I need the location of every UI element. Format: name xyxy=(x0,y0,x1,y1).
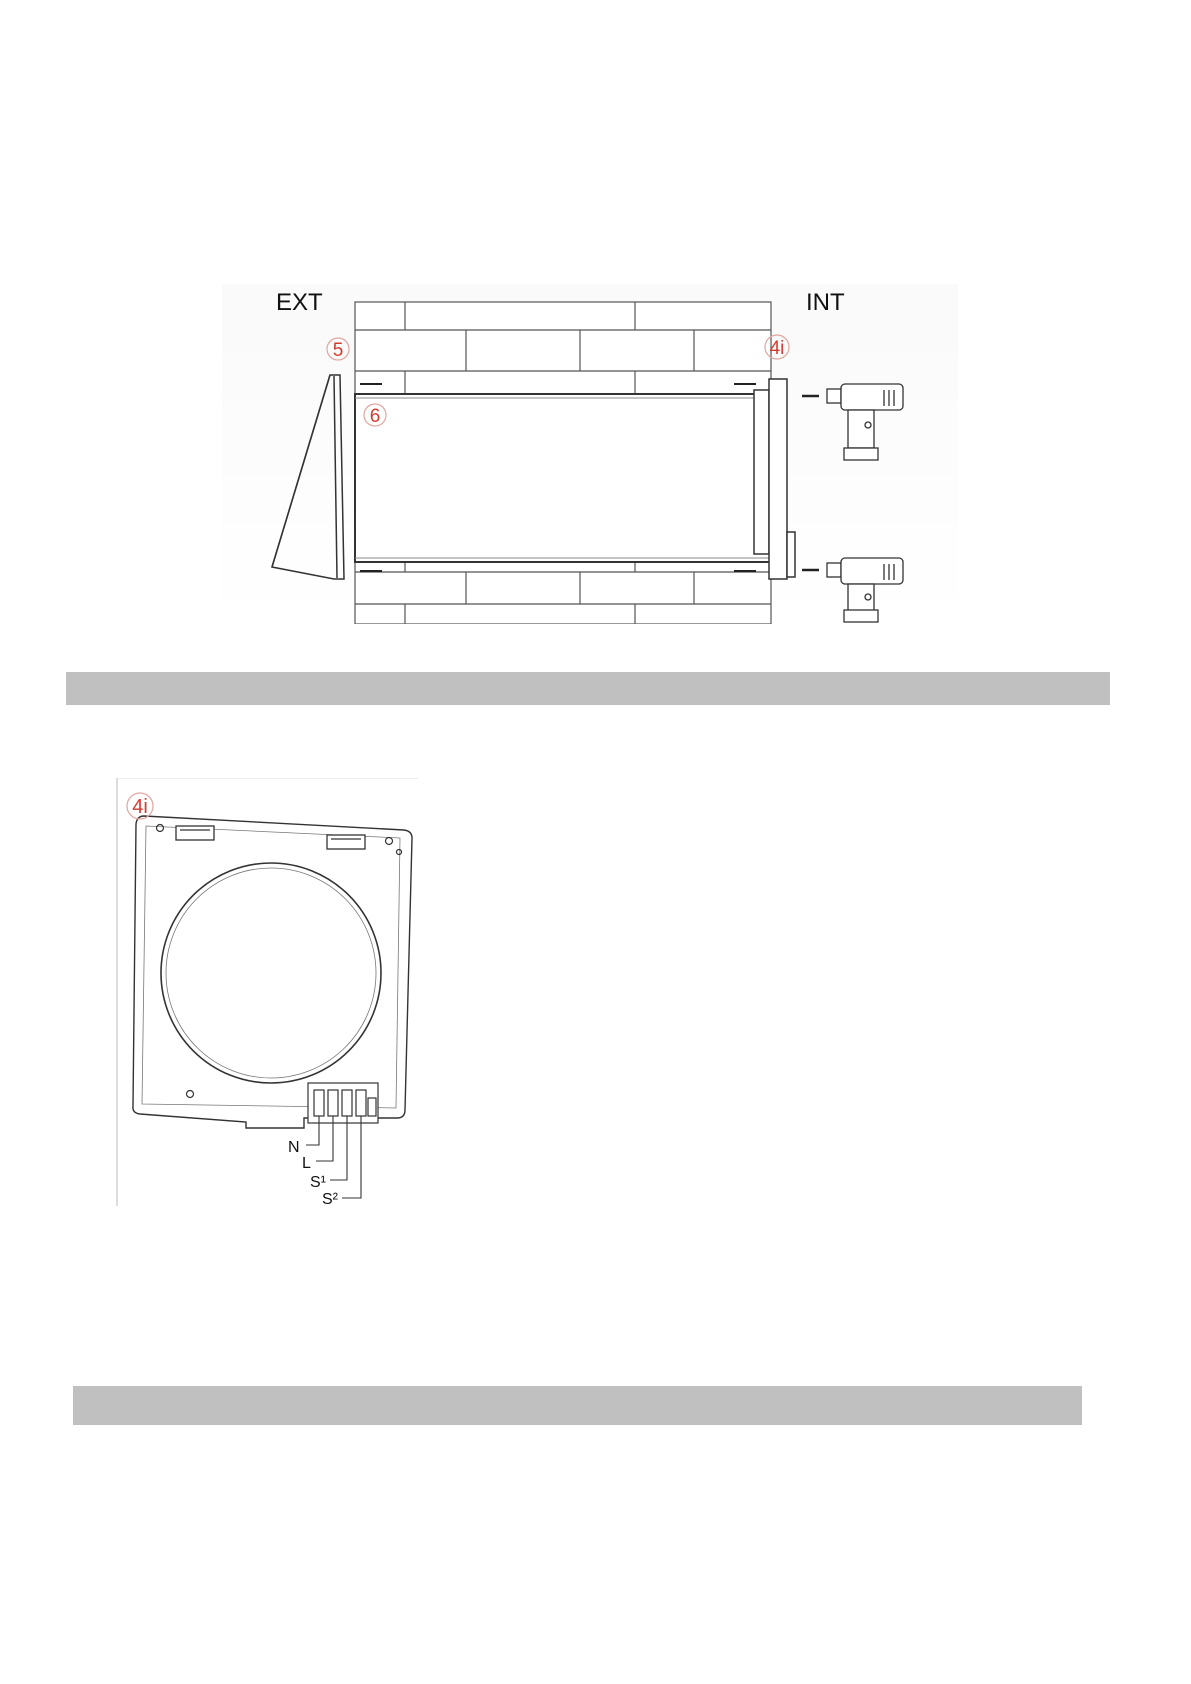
callout-5-label: 5 xyxy=(332,340,344,361)
callout-4i-label: 4i xyxy=(132,796,148,818)
terminal-label-n: N xyxy=(288,1139,300,1156)
ext-label: EXT xyxy=(276,289,323,316)
callout-4i xyxy=(127,793,153,819)
int-label: INT xyxy=(806,289,845,316)
section-header-bar xyxy=(66,672,1110,705)
terminal-label-s1: S¹ xyxy=(310,1174,326,1191)
terminal-label-s2: S² xyxy=(322,1191,338,1206)
callout-4i-label: 4i xyxy=(769,338,785,359)
terminal-label-l: L xyxy=(302,1155,311,1172)
wall-duct xyxy=(355,394,771,562)
fan-opening xyxy=(161,863,381,1083)
callout-6-label: 6 xyxy=(369,406,381,427)
installation-cross-section-diagram xyxy=(222,284,958,624)
internal-unit-wiring-diagram xyxy=(116,778,418,1206)
section-header-bar xyxy=(73,1386,1082,1425)
